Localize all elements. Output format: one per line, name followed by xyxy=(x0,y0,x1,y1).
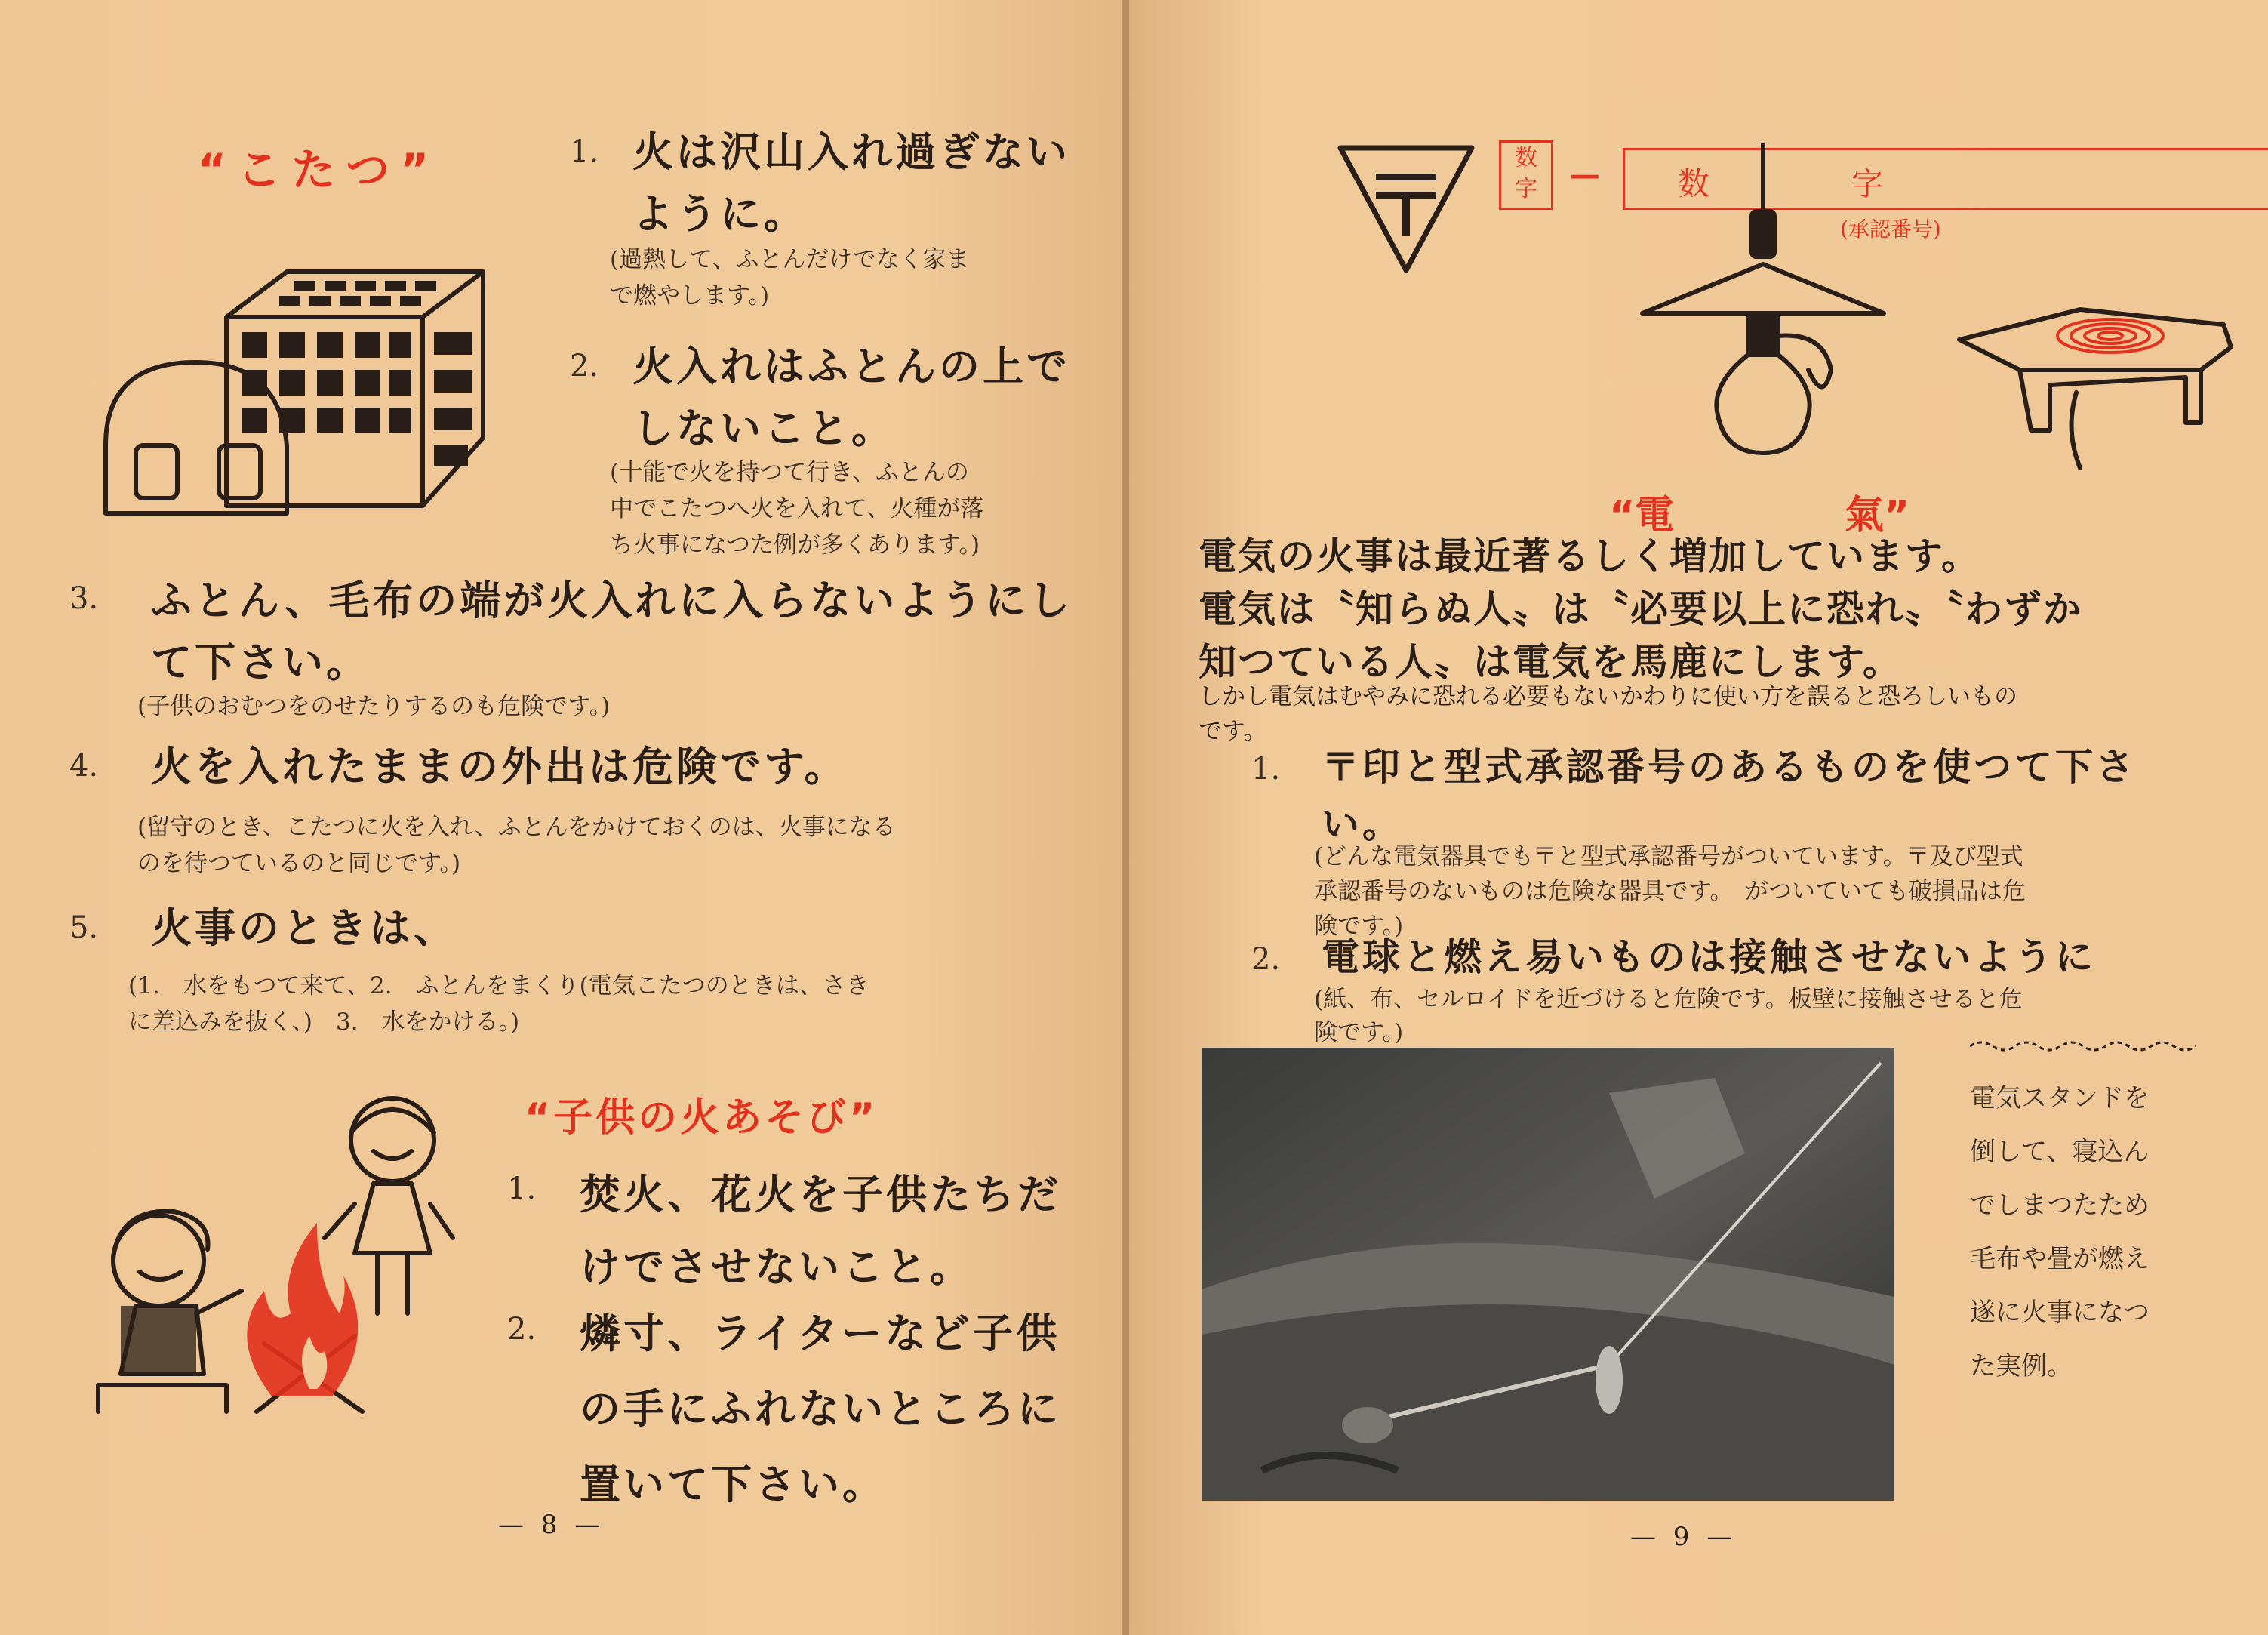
kotatsu-item-4-text: 火を入れたままの外出は危険です。 xyxy=(151,742,848,790)
children-fire-illustration xyxy=(75,1087,468,1419)
kotatsu-item-5-text: 火事のときは、 xyxy=(151,904,457,952)
mark-large-box: 数 字 xyxy=(1623,148,2268,210)
kotatsu-item-3-text: ふとん、毛布の端が火入れに入らないようにし て下さい。 xyxy=(151,576,1073,686)
fireplay-item-2-text: 燐寸、ライターなど子供 の手にふれないところに 置いて下さい。 xyxy=(580,1309,1061,1508)
mark-dash: — xyxy=(1570,157,1600,192)
denki-item-2-number: 2. xyxy=(1251,942,1281,977)
page-number-right: — 9 — xyxy=(1630,1522,1737,1552)
fireplay-item-2-number: 2. xyxy=(507,1312,537,1347)
denki-heading-2: 氣” xyxy=(1845,493,1910,538)
page-right xyxy=(1129,0,2268,1635)
denki-item-1-number: 1. xyxy=(1251,752,1281,787)
denki-heading-1: “電 xyxy=(1609,493,1675,538)
caption-decoration xyxy=(1970,1036,2196,1054)
kotatsu-item-3-note: (子供のおむつをのせたりするのも危険です。) xyxy=(137,693,611,720)
kotatsu-item-4-number: 4. xyxy=(69,749,99,784)
kotatsu-item-1-number: 1. xyxy=(570,134,599,169)
kotatsu-item-2-note: (十能で火を持つて行き、ふとんの 中でこたつへ火を入れて、火種が落 ち火事になつた例が多くあります。) xyxy=(610,459,984,559)
denki-intro: 電気の火事は最近著るしく増加しています。 電気は〝知らぬ人〟は〝必要以上に恐れ〟〝わずか 知つている人〟は電気を馬鹿にします。 xyxy=(1199,534,2082,684)
page-left xyxy=(0,0,1125,1635)
fireplay-item-1-text: 焚火、花火を子供たちだ けでさせないこと。 xyxy=(580,1170,1061,1291)
page-number-left: — 8 — xyxy=(498,1510,605,1540)
denki-item-2-text: 電球と燃え易いものは接触させないように xyxy=(1322,935,2096,979)
kotatsu-item-1-note: (過熱して、ふとんだけでなく家ま で燃やします。) xyxy=(610,246,970,309)
denki-item-1-note: (どんな電気器具でも〒と型式承認番号がついています。〒及び型式 承認番号のないものは危険な器具です。 がついていても破損品は危 険です。) xyxy=(1314,843,2026,940)
teishin-mark-icon xyxy=(1334,142,1478,278)
lamp-hotplate-illustration xyxy=(1627,143,2261,476)
fireplay-item-1-number: 1. xyxy=(507,1172,537,1206)
mark-small-box: 数 字 xyxy=(1499,140,1553,210)
denki-item-1-text: 〒印と型式承認番号のあるものを使つて下さ い。 xyxy=(1322,744,2137,846)
kotatsu-item-5-note: (1. 水をもつて来て、2. ふとんをまくり(電気こたつのときは、さき に差込みを抜く、) 3. 水をかける。) xyxy=(128,972,869,1036)
kotatsu-item-2-number: 2. xyxy=(570,349,599,383)
kotatsu-item-4-note: (留守のとき、こたつに火を入れ、ふとんをかけておくのは、火事になる のを待つているのと同じです。) xyxy=(137,814,896,877)
kotatsu-heading: “こたつ” xyxy=(198,144,440,196)
kotatsu-item-3-number: 3. xyxy=(69,581,99,616)
mark-caption: (承認番号) xyxy=(1840,217,1941,242)
kotatsu-illustration xyxy=(91,257,513,543)
fireplay-heading: “子供の火あそび” xyxy=(525,1095,879,1141)
kotatsu-item-2-text: 火入れはふとんの上で しないこと。 xyxy=(632,342,1070,452)
fire-example-photo xyxy=(1202,1048,1894,1501)
kotatsu-item-1-text: 火は沢山入れ過ぎない ように。 xyxy=(632,128,1070,238)
denki-item-2-note: (紙、布、セルロイドを近づけると危険です。板壁に接触させると危 険です。) xyxy=(1314,986,2023,1046)
kotatsu-item-5-number: 5. xyxy=(69,910,99,945)
photo-caption: 電気スタンドを 倒して、寝込ん でしまつたため 毛布や畳が燃え 遂に火事になつ た実例。 xyxy=(1970,1083,2150,1381)
denki-intro-small: しかし電気はむやみに恐れる必要もないかわりに使い方を誤ると恐ろしいもの です。 xyxy=(1199,683,2017,745)
